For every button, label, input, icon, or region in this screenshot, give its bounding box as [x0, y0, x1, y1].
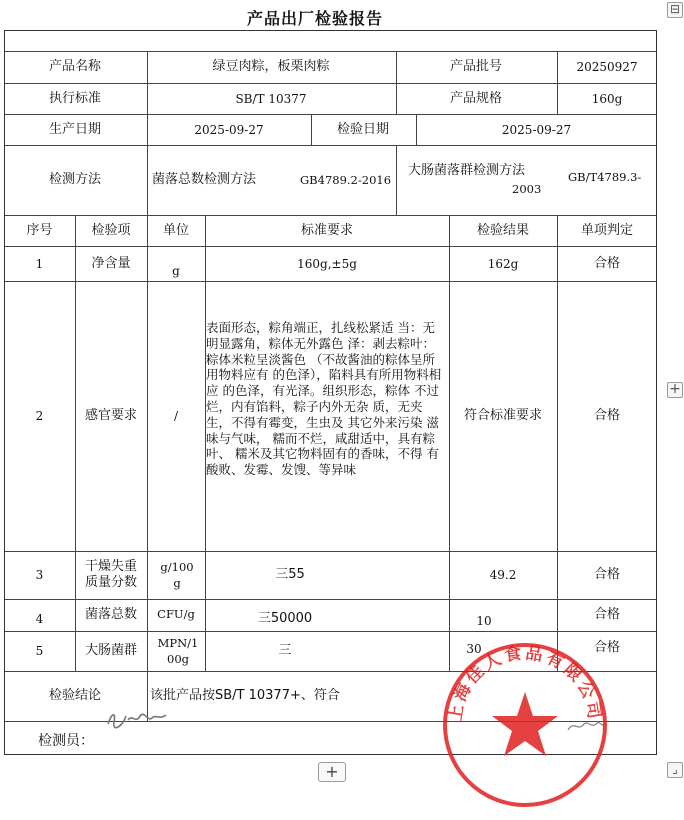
row-4-unit: CFU/g — [157, 607, 195, 621]
resize-handle-icon[interactable]: ⌟ — [667, 762, 683, 778]
row-4-result: 10 — [476, 614, 492, 628]
row-2-result: 符合标准要求 — [463, 408, 542, 423]
method-2-code: GB/T4789.3- — [568, 170, 642, 184]
product-name-label: 产品名称 — [48, 59, 101, 74]
row-3-no: 3 — [35, 567, 44, 582]
row-5-standard: 三 — [278, 643, 292, 658]
prod-date-label: 生产日期 — [48, 121, 101, 137]
row-3-result: 49.2 — [489, 567, 517, 582]
batch-label: 产品批号 — [449, 59, 502, 74]
product-name-value: 绿豆肉粽，板栗肉粽 — [212, 59, 330, 74]
standard-value: SB/T 10377 — [235, 91, 307, 106]
row-3-verdict: 合格 — [593, 566, 620, 582]
collapse-toggle-icon[interactable]: ⊟ — [667, 2, 683, 18]
row-4-standard: 三50000 — [257, 611, 313, 626]
row-4-no: 4 — [35, 612, 44, 626]
method-label: 检测方法 — [48, 172, 101, 187]
row-3-unit: g/100g — [160, 559, 194, 590]
row-1-item: 净含量 — [91, 255, 131, 271]
batch-value: 20250927 — [576, 60, 638, 74]
row-4-verdict: 合格 — [593, 607, 620, 622]
row-2-unit: / — [173, 409, 179, 423]
inspector-signature — [104, 706, 174, 732]
report-title: 产品出厂检验报告 — [246, 9, 383, 28]
row-1-result: 162g — [487, 256, 519, 271]
row-1-no: 1 — [35, 256, 44, 271]
row-3-standard: 三55 — [275, 566, 305, 582]
company-stamp — [440, 640, 610, 810]
header-unit: 单位 — [162, 222, 189, 238]
spec-value: 160g — [591, 91, 623, 106]
insp-date-value: 2025-09-27 — [501, 122, 572, 137]
row-5-unit: MPN/100g — [157, 636, 199, 666]
standard-label: 执行标准 — [48, 90, 101, 106]
stamp-text: 上海佳人食品有限公司 — [445, 643, 605, 724]
row-5-item: 大肠菌群 — [84, 643, 137, 658]
row-2-no: 2 — [35, 409, 44, 423]
conclusion-label: 检验结论 — [48, 688, 101, 703]
row-5-no: 5 — [35, 644, 44, 658]
add-column-button[interactable]: + — [667, 382, 683, 398]
method-1-code: GB4789.2-2016 — [300, 173, 392, 187]
header-result: 检验结果 — [476, 222, 529, 238]
prod-date-value: 2025-09-27 — [194, 122, 264, 137]
row-2-item: 感官要求 — [84, 408, 137, 423]
conclusion-text: 该批产品按SB/T 10377+、符合 — [150, 688, 340, 703]
header-item: 检验项 — [91, 222, 131, 238]
spec-label: 产品规格 — [449, 90, 502, 106]
method-2-year: 2003 — [512, 182, 542, 196]
row-2-verdict: 合格 — [593, 408, 620, 423]
header-verdict: 单项判定 — [580, 222, 633, 238]
row-3-item: 干燥失重质量分数 — [84, 558, 137, 590]
row-4-item: 菌落总数 — [84, 607, 137, 622]
header-standard: 标准要求 — [300, 222, 353, 238]
add-row-button[interactable]: + — [318, 762, 346, 782]
insp-date-label: 检验日期 — [336, 121, 389, 137]
row-5-verdict: 合格 — [593, 640, 620, 655]
method-1-name: 菌落总数检测方法 — [152, 172, 257, 187]
row-1-unit: g — [172, 264, 180, 278]
row-2-standard: 表面形态，粽角端正，扎线松紧适 当：无明显露角，粽体无外露色 泽：剥去粽叶：粽体米粒呈淡酱色 （不故酱油的粽体呈所用物料应有 的色泽），陷料具有所用物料相应 的色泽，有光泽。组织形态，粽体 不过烂，内有馅料，粽子内外无杂 质，无夹生，不得有霉变，生虫及 其它外来污染 滋味与气味， 糯而不烂，咸甜适中，具有粽叶、 糯米及其它物料固有的香味，不得 有酸败、发霉、发馊、等异味 — [206, 320, 442, 478]
row-1-standard: 160g,±5g — [297, 256, 357, 271]
row-5-result: 30 — [466, 642, 482, 656]
row-1-verdict: 合格 — [593, 255, 620, 271]
inspector-label: 检测员： — [38, 733, 94, 749]
header-no: 序号 — [26, 222, 53, 238]
method-2-name: 大肠菌落群检测方法 — [408, 163, 526, 178]
